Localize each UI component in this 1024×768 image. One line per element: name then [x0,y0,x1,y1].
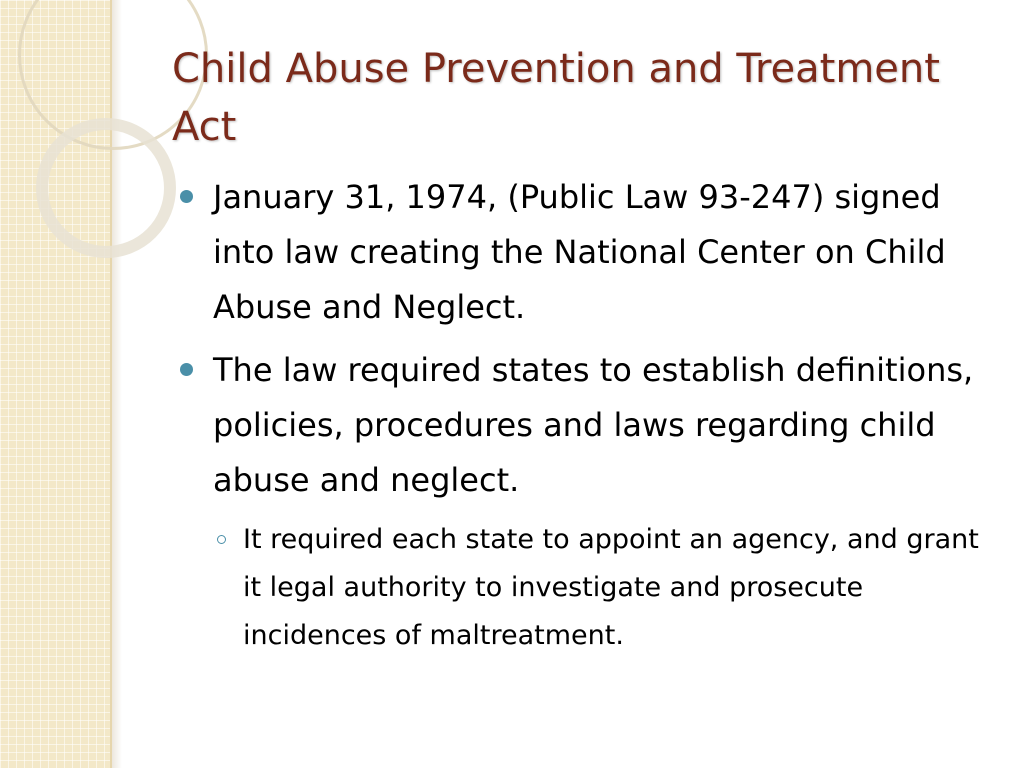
bullet-text: January 31, 1974, (Public Law 93-247) signed into law creating the National Center on Child Abuse and Neglect. [213,178,946,326]
slide-content [180,170,980,660]
sub-bullet-icon [217,535,226,544]
bullet-icon [180,363,193,376]
slide-title: Child Abuse Prevention and Treatment Act [172,46,940,150]
sub-bullet-text: It required each state to appoint an agency, and grant it legal authority to investigate and prosecute incidences of maltreatment. [243,524,979,651]
bullet-item [180,343,980,508]
bullet-icon [180,190,193,203]
decorative-ring-small [36,118,176,258]
bullet-text: The law required states to establish definitions, policies, procedures and laws regarding child abuse and neglect. [213,351,974,499]
sub-bullet-item [213,516,980,660]
bullet-item [180,170,980,335]
